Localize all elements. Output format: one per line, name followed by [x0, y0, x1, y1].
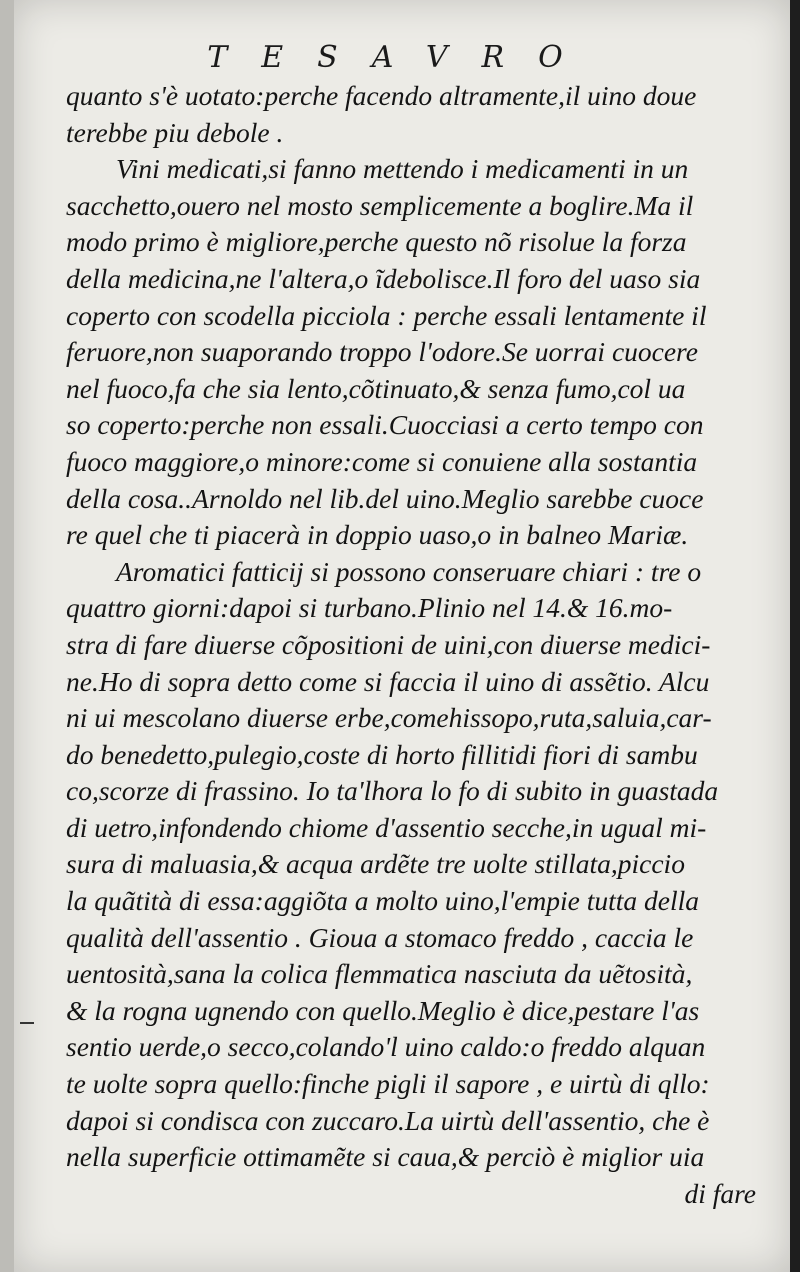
text-line: feruore,non suaporando troppo l'odore.Se uorrai cuocere [66, 336, 698, 368]
text-line: nel fuoco,fa che sia lento,cõtinuato,& senza fumo,col ua [66, 372, 686, 404]
running-title: TESAVRO [207, 40, 597, 75]
text-line: sentio uerde,o secco,colando'l uino caldo:o freddo alquan [66, 1031, 706, 1063]
book-page [14, 0, 790, 1272]
text-line: sura di maluasia,& acqua ardẽte tre uolte stillata,piccio [66, 848, 685, 880]
text-line: & la rogna ugnendo con quello.Meglio è dice,pestare l'as [66, 994, 700, 1026]
text-line: ne.Ho di sopra detto come si faccia il uino di assẽtio. Alcu [66, 665, 710, 697]
page-gutter [0, 0, 14, 1272]
text-line: do benedetto,pulegio,coste di horto fillitidi fiori di sambu [66, 738, 698, 770]
text-line: Aromatici fatticij si possono conseruare chiari : tre o [116, 555, 702, 587]
page-edge [790, 0, 800, 1272]
text-line: modo primo è migliore,perche questo nõ risolue la forza [66, 226, 687, 258]
text-line: qualità dell'assentio . Gioua a stomaco freddo , caccia le [66, 921, 694, 953]
text-line: nella superficie ottimamẽte si caua,& perciò è miglior uia [66, 1141, 705, 1173]
text-line: quattro giorni:dapoi si turbano.Plinio nel 14.& 16.mo- [66, 592, 673, 624]
catchword: di fare [684, 1177, 756, 1209]
text-line: stra di fare diuerse cõpositioni de uini,con diuerse medici- [66, 628, 711, 660]
text-line: fuoco maggiore,o minore:come si conuiene alla sostantia [66, 445, 698, 477]
text-line: di uetro,infondendo chiome d'assentio secche,in ugual mi- [66, 811, 707, 843]
text-line: uentosità,sana la colica flemmatica nasciuta da uẽtosità, [66, 958, 693, 990]
page-body [66, 78, 782, 1212]
text-line: terebbe piu debole . [66, 116, 284, 148]
text-line: te uolte sopra quello:finche pigli il sapore , e uirtù di qllo: [66, 1068, 710, 1100]
text-line: quanto s'è uotato:perche facendo altramente,il uino doue [66, 80, 697, 111]
text-line: la quãtità di essa:aggiõta a molto uino,l'empie tutta della [66, 885, 699, 917]
text-line: ni ui mescolano diuerse erbe,comehissopo,ruta,saluia,car- [66, 702, 712, 734]
text-line: della medicina,ne l'altera,o ĩdebolisce.Il foro del uaso sia [66, 262, 701, 294]
text-line: re quel che ti piacerà in doppio uaso,o in balneo Mariæ. [66, 519, 689, 551]
margin-mark [20, 1022, 34, 1024]
text-line: coperto con scodella picciola : perche essali lentamente il [66, 299, 707, 331]
text-line: Vini medicati,si fanno mettendo i medicamenti in un [116, 153, 689, 185]
text-line: della cosa..Arnoldo nel lib.del uino.Meglio sarebbe cuoce [66, 482, 704, 514]
text-line: sacchetto,ouero nel mosto semplicemente a boglire.Ma il [66, 189, 694, 221]
text-line: co,scorze di frassino. Io ta'lhora lo fo di subito in guastada [66, 775, 719, 807]
text-line: so coperto:perche non essali.Cuocciasi a certo tempo con [66, 409, 704, 441]
text-line: dapoi si condisca con zuccaro.La uirtù dell'assentio, che è [66, 1104, 710, 1136]
